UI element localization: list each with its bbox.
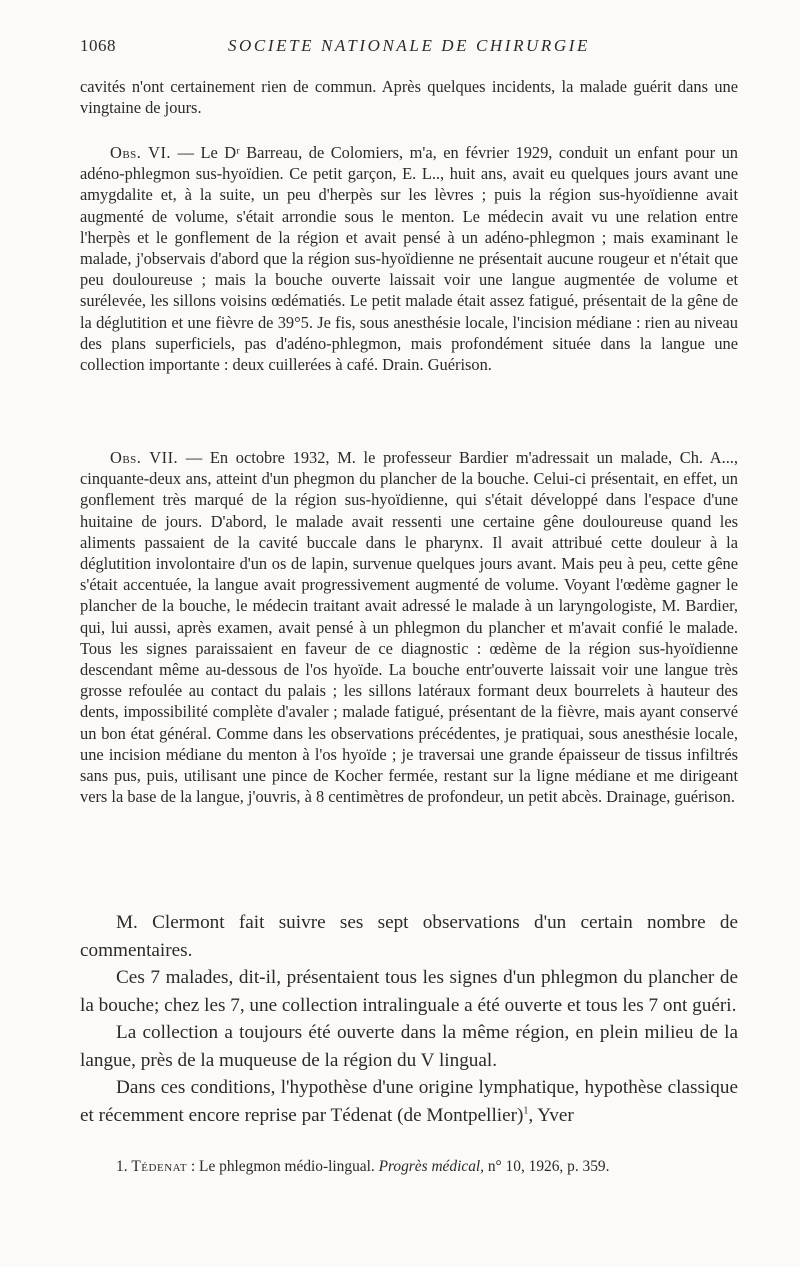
intro-text: cavités n'ont certainement rien de commun. Après quelques incidents, la malade guérit dans une vingtaine de jours. — [80, 77, 738, 118]
footnote-author: Tédenat — [131, 1158, 188, 1175]
observation-7-label: Obs. VII. — [110, 448, 179, 467]
commentary-paragraph-3: La collection a toujours été ouverte dans la même région, en plein milieu de la langue, près de la muqueuse de la région du V lingual. — [80, 1022, 738, 1071]
footnote-number: 1. — [116, 1158, 128, 1175]
commentary-paragraph-4-text: Dans ces conditions, l'hypothèse d'une origine lymphatique, hypothèse classique et récemment encore reprise par Tédenat (de Montpellier) — [80, 1077, 738, 1126]
observation-6-paragraph — [80, 142, 738, 375]
commentary-paragraph-4 — [80, 1074, 738, 1129]
page-header — [80, 36, 738, 58]
commentary-section — [80, 909, 738, 1129]
commentary-paragraph-1: M. Clermont fait suivre ses sept observations d'un certain nombre de commentaires. — [80, 912, 738, 961]
page-number: 1068 — [80, 36, 116, 55]
footnote — [80, 1157, 738, 1177]
commentary-paragraph-2: Ces 7 malades, dit-il, présentaient tous les signes d'un phlegmon du plancher de la bouche; chez les 7, une collection intralinguale a été ouverte et tous les 7 ont guéri. — [80, 967, 738, 1016]
footnote-reference: 1 — [523, 1105, 529, 1117]
footnote-details: n° 10, 1926, p. 359. — [484, 1158, 610, 1175]
observation-7-paragraph — [80, 447, 738, 807]
footnote-journal: Progrès médical, — [378, 1158, 485, 1175]
commentary-paragraph-4-tail: , Yver — [528, 1104, 574, 1126]
observation-6-text: — Le Dʳ Barreau, de Colomiers, m'a, en février 1929, conduit un enfant pour un adéno-phlegmon sus-hyoïdien. Ce petit garçon, E. L.., huit ans, avait eu quelques jours avant une amygdalite et, à la suite, un peu d'herpès sur les lèvres ; puis la région sus-hyoïdienne avait augmenté de volume, s'était arrondie sous le menton. Le médecin avait vu une relation entre l'herpès et le gonflement de la région et avait pensé à un adéno-phlegmon ; mais examinant le malade, j'observais d'abord que la région sus-hyoïdienne ne présentait aucune rougeur et n'était que peu douloureuse ; mais la bouche ouverte laissait voir une langue augmentée de volume et surélevée, les sillons voisins œdématiés. Le petit malade était assez fatigué, présentait de la gêne de la déglutition et une fièvre de 39°5. Je fis, sous anesthésie locale, l'incision médiane : rien au niveau des plans superficiels, pas d'adéno-phlegmon, mais profondément située dans la langue une collection importante : deux cuillerées à café. Drain. Guérison. — [80, 143, 738, 375]
observation-6 — [80, 142, 738, 375]
intro-paragraph — [80, 76, 738, 118]
observation-7 — [80, 447, 738, 807]
running-title: SOCIETE NATIONALE DE CHIRURGIE — [227, 36, 591, 55]
footnote-line — [80, 1157, 738, 1177]
observation-6-label: Obs. VI. — [110, 143, 172, 162]
observation-7-text: — En octobre 1932, M. le professeur Bardier m'adressait un malade, Ch. A..., cinquante-deux ans, atteint d'un phegmon du plancher de la bouche. Celui-ci présentait, en effet, un gonflement très marqué de la région sus-hyoïdienne, qui s'était développé dans l'espace d'une huitaine de jours. D'abord, le malade avait ressenti une certaine gêne douloureuse quand les aliments passaient de la cavité buccale dans le pharynx. Il avait attribué cette douleur à la déglutition involontaire d'un os de lapin, survenue quelques jours avant. Mais peu à peu, cette gêne s'était accentuée, la langue avait progressivement augmenté de volume. Voyant l'œdème gagner le plancher de la bouche, le médecin traitant avait adressé le malade à un laryngologiste, M. Bardier, qui, lui aussi, après examen, avait pensé à un phlegmon du plancher et m'avait confié le malade. Tous les signes paraissaient en faveur de ce diagnostic : œdème de la région sus-hyoïdienne descendant même au-dessous de l'os hyoïde. La bouche entr'ouverte laissait voir une langue très grosse refoulée au contact du palais ; les sillons latéraux formant deux bourrelets à hauteur des dents, impossibilité complète d'avaler ; malade fatigué, présentant de la fièvre, mais ayant conservé un bon état général. Comme dans les observations précédentes, je pratiquai, sous anesthésie locale, une incision médiane du menton à l'os hyoïde ; je traversai une grande épaisseur de tissus infiltrés sans pus, puis, utilisant une pince de Kocher fermée, restant sur la ligne médiane et me dirigeant vers la base de la langue, j'ouvris, à 8 centimètres de profondeur, un petit abcès. Drainage, guérison. — [80, 448, 739, 807]
footnote-title: : Le phlegmon médio-lingual. — [187, 1158, 379, 1175]
